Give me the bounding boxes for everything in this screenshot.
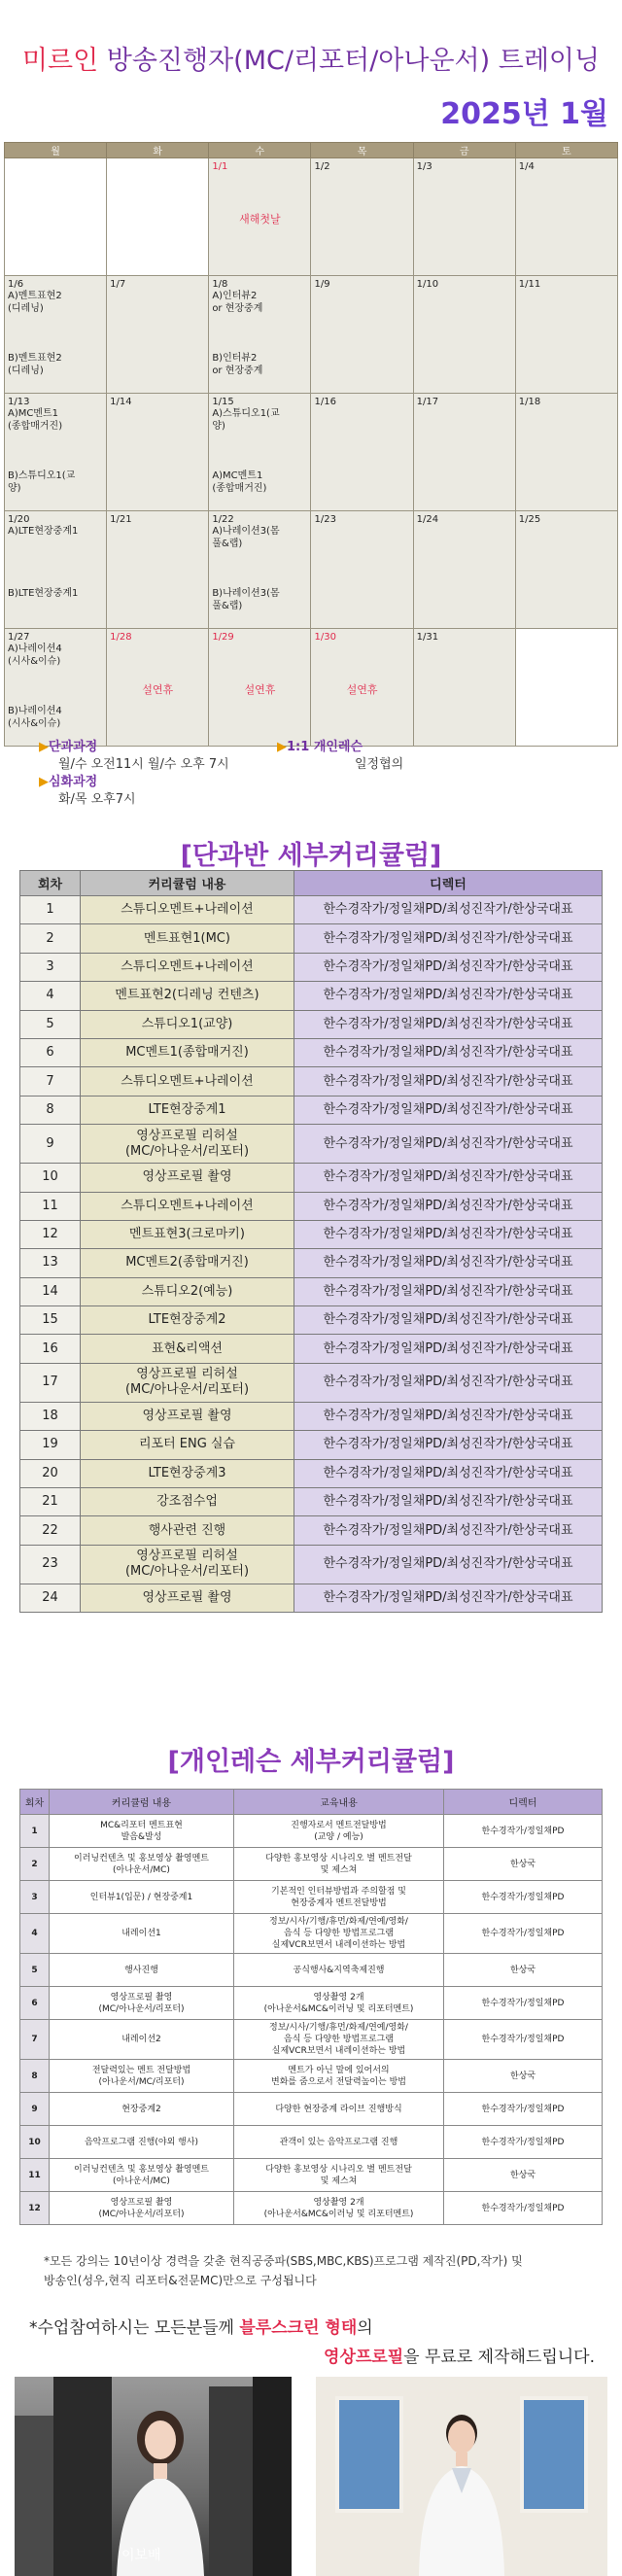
calendar-class-b: B)멘트표현2 — [8, 353, 62, 364]
curriculum-content: LTE현장중계2 — [81, 1306, 294, 1335]
director-list: 한수경작가/정일채PD/최성진작가/한상국대표 — [294, 1125, 603, 1164]
calendar-day-cell — [209, 511, 311, 629]
table-row — [20, 1459, 603, 1487]
calendar-class-a: A)나레이션3(몸 — [212, 526, 280, 537]
weekday-header: 금 — [413, 143, 515, 158]
round-number: 3 — [20, 1881, 50, 1914]
calendar-day-cell — [209, 276, 311, 394]
pt-header-round: 회차 — [20, 1790, 50, 1815]
round-number: 14 — [20, 1277, 81, 1305]
director-list: 한수경작가/정일채PD/최성진작가/한상국대표 — [294, 1516, 603, 1545]
calendar-day-cell — [413, 394, 515, 511]
calendar-day-cell — [515, 511, 617, 629]
calendar-class-a: (시사&이슈) — [8, 656, 61, 667]
round-number: 9 — [20, 2093, 50, 2126]
calendar-class-a: A)스튜디오1(교 — [212, 408, 280, 419]
curriculum-content: 영상프로필 리허설 (MC/아나운서/리포터) — [81, 1125, 294, 1164]
round-number: 10 — [20, 1164, 81, 1192]
curriculum-content: 멘트표현3(크로마키) — [81, 1220, 294, 1248]
calendar-day-cell — [515, 629, 617, 747]
calendar-day-cell — [107, 276, 209, 394]
director-list: 한수경작가/정일채PD/최성진작가/한상국대표 — [294, 1402, 603, 1430]
education-detail: 공식행사&지역축제진행 — [234, 1954, 444, 1987]
calendar-class-a: A)멘트표현2 — [8, 291, 62, 301]
director-list: 한수경작가/정일채PD — [444, 1987, 603, 2020]
round-number: 24 — [20, 1584, 81, 1612]
legend-short-label: 단과과정 — [49, 740, 98, 754]
legend-courses: ▶단과과정 월/수 오전11시 월/수 오후 7시 ▶심화과정 화/목 오후7시 — [39, 740, 229, 807]
calendar-date: 1/22 — [212, 514, 234, 525]
education-detail: 진행자로서 멘트전달방법 (교양 / 예능) — [234, 1815, 444, 1848]
curriculum-content: LTE현장중계3 — [81, 1459, 294, 1487]
curriculum-content: 영상프로필 촬영 — [81, 1584, 294, 1612]
calendar-day-cell — [413, 276, 515, 394]
curriculum-content: 인터뷰1(입문) / 현장중계1 — [50, 1881, 234, 1914]
table-row — [20, 982, 603, 1010]
calendar-day-cell — [5, 629, 107, 747]
calendar-day-cell — [107, 511, 209, 629]
calendar-date: 1/20 — [8, 514, 30, 525]
note-line-1: *모든 강의는 10년이상 경력을 갖춘 현직공중파(SBS,MBC,KBS)프로그램 제작진(PD,작가) 및 — [44, 2254, 523, 2268]
calendar-class-b: 풀&랩) — [212, 601, 243, 611]
calendar-day-cell — [209, 158, 311, 276]
director-list: 한수경작가/정일채PD — [444, 2126, 603, 2159]
weekday-header: 수 — [209, 143, 311, 158]
calendar-class-a: (디레닝) — [8, 303, 44, 314]
curriculum-content: MC&리포터 멘트표현 발음&발성 — [50, 1815, 234, 1848]
calendar-date: 1/3 — [416, 161, 432, 172]
page-title: 방송진행자(MC/리포터/아나운서) 트레이닝 — [106, 46, 601, 76]
table-row — [20, 1096, 603, 1124]
education-detail: 다양한 홍보영상 시나리오 별 멘트전달 및 제스쳐 — [234, 1848, 444, 1881]
round-number: 8 — [20, 1096, 81, 1124]
director-list: 한수경작가/정일채PD/최성진작가/한상국대표 — [294, 1459, 603, 1487]
director-list: 한수경작가/정일채PD — [444, 1914, 603, 1954]
round-number: 16 — [20, 1335, 81, 1363]
calendar-day-cell — [515, 394, 617, 511]
education-detail: 영상촬영 2개 (아나운서&MC&이러닝 및 리포터멘트) — [234, 1987, 444, 2020]
calendar-day-cell — [413, 158, 515, 276]
table-row — [20, 1363, 603, 1402]
education-detail: 다양한 홍보영상 시나리오 별 멘트전달 및 제스쳐 — [234, 2159, 444, 2192]
round-number: 12 — [20, 1220, 81, 1248]
calendar-class-b: (종합매거진) — [212, 483, 267, 494]
table-row — [20, 2060, 603, 2093]
director-list: 한수경작가/정일채PD — [444, 2192, 603, 2225]
month-label: 2025년 1월 — [440, 97, 608, 131]
curriculum-content: 현장중계2 — [50, 2093, 234, 2126]
calendar-class-a: 양) — [212, 421, 225, 432]
calendar-day-cell — [5, 511, 107, 629]
education-detail: 관객이 있는 음악프로그램 진행 — [234, 2126, 444, 2159]
calendar-date: 1/8 — [212, 279, 228, 290]
table-row — [20, 1277, 603, 1305]
round-number: 2 — [20, 1848, 50, 1881]
table-row — [20, 1067, 603, 1096]
curriculum-content: 행사진행 — [50, 1954, 234, 1987]
round-number: 1 — [20, 1815, 50, 1848]
round-number: 17 — [20, 1363, 81, 1402]
education-detail: 다양한 현장중계 라이브 진행방식 — [234, 2093, 444, 2126]
curriculum-content: 내레이션1 — [50, 1914, 234, 1954]
table-row — [20, 1488, 603, 1516]
director-list: 한수경작가/정일채PD/최성진작가/한상국대표 — [294, 1249, 603, 1277]
education-detail: 정보/시사/기행/휴먼/화제/연예/영화/ 음식 등 다양한 방법프로그램 실제VCR보면서 내레이션하는 방법 — [234, 2020, 444, 2060]
table-row — [20, 2020, 603, 2060]
calendar — [4, 142, 618, 747]
calendar-day-cell — [5, 394, 107, 511]
round-number: 20 — [20, 1459, 81, 1487]
curriculum-content: 영상프로필 리허설 (MC/아나운서/리포터) — [81, 1545, 294, 1584]
table-row — [20, 924, 603, 953]
calendar-day-cell — [107, 629, 209, 747]
table-row — [20, 1192, 603, 1220]
curriculum-content: 행사관련 진행 — [81, 1516, 294, 1545]
calendar-class-b: (디레닝) — [8, 366, 44, 376]
table-row — [20, 1584, 603, 1612]
curriculum-content: 전달력있는 멘트 전달방법 (아나운서/MC/리포터) — [50, 2060, 234, 2093]
round-number: 21 — [20, 1488, 81, 1516]
director-list: 한수경작가/정일채PD/최성진작가/한상국대표 — [294, 1545, 603, 1584]
calendar-date: 1/27 — [8, 632, 30, 643]
calendar-date: 1/2 — [314, 161, 330, 172]
director-list: 한수경작가/정일채PD/최성진작가/한상국대표 — [294, 1431, 603, 1459]
calendar-holiday: 새해첫날 — [239, 213, 281, 226]
calendar-date: 1/16 — [314, 397, 336, 407]
table-row — [20, 1545, 603, 1584]
director-list: 한수경작가/정일채PD/최성진작가/한상국대표 — [294, 1096, 603, 1124]
round-number: 22 — [20, 1516, 81, 1545]
round-number: 13 — [20, 1249, 81, 1277]
brand-name: 미르인 — [21, 46, 99, 76]
calendar-day-cell — [5, 158, 107, 276]
calendar-class-b: B)인터뷰2 — [212, 353, 258, 364]
table-row — [20, 2126, 603, 2159]
curriculum-content: 영상프로필 촬영 (MC/아나운서/리포터) — [50, 2192, 234, 2225]
calendar-class-a: 풀&랩) — [212, 539, 243, 549]
private-course-title: [개인레슨 세부커리큘럼] — [167, 1747, 455, 1777]
round-number: 1 — [20, 896, 81, 924]
calendar-class-a: A)나레이션4 — [8, 644, 62, 654]
calendar-class-a: A)MC멘트1 — [8, 408, 59, 419]
table-row — [20, 1954, 603, 1987]
round-number: 7 — [20, 2020, 50, 2060]
director-list: 한수경작가/정일채PD — [444, 1815, 603, 1848]
calendar-date: 1/13 — [8, 397, 30, 407]
curriculum-content: 영상프로필 촬영 (MC/아나운서/리포터) — [50, 1987, 234, 2020]
profile-photo-left — [15, 2377, 292, 2576]
calendar-date: 1/21 — [110, 514, 132, 525]
director-list: 한수경작가/정일채PD — [444, 2020, 603, 2060]
calendar-date: 1/6 — [8, 279, 24, 290]
promo-line-1 — [29, 2314, 373, 2338]
director-list: 한수경작가/정일채PD/최성진작가/한상국대표 — [294, 896, 603, 924]
director-list: 한상국 — [444, 2060, 603, 2093]
round-number: 4 — [20, 982, 81, 1010]
calendar-class-b: or 현장중계 — [212, 366, 263, 376]
calendar-date: 1/17 — [416, 397, 439, 407]
col-header-content: 커리큘럼 내용 — [81, 871, 294, 896]
calendar-day-cell — [5, 276, 107, 394]
calendar-class-b: B)나레이션3(몸 — [212, 588, 280, 599]
round-number: 18 — [20, 1402, 81, 1430]
presenter-name-left: 이보배 — [121, 2548, 161, 2563]
calendar-class-a: or 현장중계 — [212, 303, 263, 314]
round-number: 2 — [20, 924, 81, 953]
calendar-day-cell — [515, 158, 617, 276]
legend-deep-label: 심화과정 — [49, 775, 98, 789]
table-row — [20, 1220, 603, 1248]
table-row — [20, 1306, 603, 1335]
calendar-class-b: B)스튜디오1(교 — [8, 470, 76, 481]
curriculum-content: 스튜디오멘트+나레이션 — [81, 1192, 294, 1220]
round-number: 10 — [20, 2126, 50, 2159]
education-detail: 기본적인 인터뷰방법과 주의할점 및 현장중계자 멘트전달방법 — [234, 1881, 444, 1914]
calendar-date: 1/25 — [518, 514, 541, 525]
director-list: 한수경작가/정일채PD/최성진작가/한상국대표 — [294, 1038, 603, 1066]
curriculum-content: 스튜디오2(예능) — [81, 1277, 294, 1305]
calendar-holiday: 설연휴 — [346, 683, 378, 696]
director-list: 한수경작가/정일채PD/최성진작가/한상국대표 — [294, 1067, 603, 1096]
round-number: 23 — [20, 1545, 81, 1584]
calendar-day-cell — [311, 629, 413, 747]
calendar-date: 1/4 — [518, 161, 535, 172]
curriculum-content: 스튜디오멘트+나레이션 — [81, 1067, 294, 1096]
round-number: 5 — [20, 1010, 81, 1038]
weekday-header: 토 — [515, 143, 617, 158]
col-header-director: 디렉터 — [294, 871, 603, 896]
calendar-date: 1/10 — [416, 279, 439, 290]
calendar-day-cell — [311, 394, 413, 511]
legend-short-time: 월/수 오전11시 월/수 오후 7시 — [58, 757, 229, 772]
calendar-date: 1/1 — [212, 161, 228, 172]
round-number: 9 — [20, 1125, 81, 1164]
calendar-class-a: (종합매거진) — [8, 421, 63, 432]
round-number: 12 — [20, 2192, 50, 2225]
calendar-holiday: 설연휴 — [142, 683, 174, 696]
calendar-date: 1/31 — [416, 632, 439, 643]
curriculum-content: 음악프로그램 진행(야외 행사) — [50, 2126, 234, 2159]
table-row — [20, 1402, 603, 1430]
education-detail: 영상촬영 2개 (아나운서&MC&이러닝 및 리포터멘트) — [234, 2192, 444, 2225]
curriculum-content: LTE현장중계1 — [81, 1096, 294, 1124]
calendar-holiday: 설연휴 — [244, 683, 276, 696]
calendar-day-cell — [413, 629, 515, 747]
calendar-class-b: (시사&이슈) — [8, 718, 61, 729]
calendar-class-a: A)인터뷰2 — [212, 291, 258, 301]
table-row — [20, 1516, 603, 1545]
director-list: 한수경작가/정일채PD/최성진작가/한상국대표 — [294, 1335, 603, 1363]
calendar-date: 1/23 — [314, 514, 336, 525]
calendar-date: 1/28 — [110, 632, 132, 643]
round-number: 11 — [20, 2159, 50, 2192]
calendar-date: 1/30 — [314, 632, 336, 643]
pt-header-detail: 교육내용 — [234, 1790, 444, 1815]
legend-deep-time: 화/목 오후7시 — [58, 792, 136, 807]
pt-header-director: 디렉터 — [444, 1790, 603, 1815]
table-row — [20, 1815, 603, 1848]
table-row — [20, 1164, 603, 1192]
curriculum-content: MC멘트2(종합매거진) — [81, 1249, 294, 1277]
curriculum-content: 리포터 ENG 실습 — [81, 1431, 294, 1459]
curriculum-content: 영상프로필 리허설 (MC/아나운서/리포터) — [81, 1363, 294, 1402]
page-header — [0, 39, 622, 78]
table-row — [20, 2093, 603, 2126]
table-row — [20, 1038, 603, 1066]
director-list: 한수경작가/정일채PD/최성진작가/한상국대표 — [294, 1192, 603, 1220]
calendar-date: 1/29 — [212, 632, 234, 643]
calendar-day-cell — [209, 629, 311, 747]
promo-suffix: 을 무료로 제작해드립니다. — [403, 2348, 595, 2367]
education-detail: 멘트가 아닌 말에 있어서의 변화를 줌으로서 전달력높이는 방법 — [234, 2060, 444, 2093]
table-row — [20, 1249, 603, 1277]
curriculum-content: 스튜디오멘트+나레이션 — [81, 896, 294, 924]
profile-photo-right — [316, 2377, 607, 2576]
private-course-table — [19, 1789, 603, 2225]
curriculum-content: 표현&리액션 — [81, 1335, 294, 1363]
director-list: 한수경작가/정일채PD/최성진작가/한상국대표 — [294, 1220, 603, 1248]
short-course-title: [단과반 세부커리큘럼] — [180, 841, 442, 871]
promo-mid: 의 — [357, 2318, 373, 2338]
director-list: 한수경작가/정일채PD/최성진작가/한상국대표 — [294, 1488, 603, 1516]
calendar-date: 1/9 — [314, 279, 330, 290]
director-list: 한수경작가/정일채PD/최성진작가/한상국대표 — [294, 924, 603, 953]
promo-highlight-profile: 영상프로필 — [324, 2348, 404, 2367]
legend-private: ▶1:1 개인레슨 일정협의 — [277, 740, 404, 772]
table-row — [20, 1125, 603, 1164]
calendar-class-b: 양) — [8, 483, 21, 494]
table-row — [20, 953, 603, 981]
short-course-table — [19, 870, 603, 1613]
legend-private-time: 일정협의 — [355, 757, 404, 772]
round-number: 6 — [20, 1987, 50, 2020]
calendar-class-b: B)나레이션4 — [8, 706, 62, 716]
round-number: 11 — [20, 1192, 81, 1220]
calendar-day-cell — [515, 276, 617, 394]
table-row — [20, 1881, 603, 1914]
round-number: 5 — [20, 1954, 50, 1987]
director-list: 한수경작가/정일채PD/최성진작가/한상국대표 — [294, 1584, 603, 1612]
legend-private-label: 1:1 개인레슨 — [287, 740, 363, 754]
calendar-date: 1/11 — [518, 279, 541, 290]
curriculum-content: 영상프로필 촬영 — [81, 1164, 294, 1192]
calendar-day-cell — [107, 158, 209, 276]
presenter-figure-male — [413, 2406, 510, 2576]
calendar-day-cell — [413, 511, 515, 629]
round-number: 8 — [20, 2060, 50, 2093]
curriculum-content: 스튜디오멘트+나레이션 — [81, 953, 294, 981]
calendar-day-cell — [311, 276, 413, 394]
round-number: 15 — [20, 1306, 81, 1335]
promo-highlight-bluescreen: 블루스크린 형태 — [239, 2318, 358, 2338]
director-list: 한수경작가/정일채PD/최성진작가/한상국대표 — [294, 1277, 603, 1305]
calendar-day-cell — [311, 511, 413, 629]
calendar-date: 1/14 — [110, 397, 132, 407]
note-line-2: 방송인(성우,현직 리포터&전문MC)만으로 구성됩니다 — [44, 2274, 317, 2287]
calendar-day-cell — [107, 394, 209, 511]
director-list: 한수경작가/정일채PD — [444, 1881, 603, 1914]
curriculum-content: 멘트표현1(MC) — [81, 924, 294, 953]
director-list: 한상국 — [444, 1848, 603, 1881]
table-row — [20, 1987, 603, 2020]
calendar-day-cell — [311, 158, 413, 276]
table-row — [20, 1335, 603, 1363]
curriculum-content: MC멘트1(종합매거진) — [81, 1038, 294, 1066]
round-number: 19 — [20, 1431, 81, 1459]
promo-prefix: *수업참여하시는 모든분들께 — [29, 2318, 240, 2338]
table-row — [20, 2192, 603, 2225]
table-row — [20, 896, 603, 924]
director-list: 한수경작가/정일채PD/최성진작가/한상국대표 — [294, 1010, 603, 1038]
weekday-header: 목 — [311, 143, 413, 158]
curriculum-content: 강조점수업 — [81, 1488, 294, 1516]
director-list: 한수경작가/정일채PD — [444, 2093, 603, 2126]
round-number: 7 — [20, 1067, 81, 1096]
director-list: 한수경작가/정일채PD/최성진작가/한상국대표 — [294, 1363, 603, 1402]
table-row — [20, 1431, 603, 1459]
calendar-class-a: A)LTE현장중계1 — [8, 526, 79, 537]
round-number: 4 — [20, 1914, 50, 1954]
calendar-date: 1/24 — [416, 514, 439, 525]
curriculum-content: 내레이션2 — [50, 2020, 234, 2060]
round-number: 3 — [20, 953, 81, 981]
calendar-day-cell — [209, 394, 311, 511]
director-list: 한수경작가/정일채PD/최성진작가/한상국대표 — [294, 953, 603, 981]
calendar-date: 1/7 — [110, 279, 126, 290]
curriculum-content: 이러닝컨텐츠 및 홍보영상 촬영멘트 (아나운서/MC) — [50, 2159, 234, 2192]
promo-line-2 — [324, 2343, 595, 2367]
table-row — [20, 2159, 603, 2192]
curriculum-content: 스튜디오1(교양) — [81, 1010, 294, 1038]
weekday-header: 월 — [5, 143, 107, 158]
col-header-round: 회차 — [20, 871, 81, 896]
curriculum-content: 이러닝컨텐츠 및 홍보영상 촬영멘트 (아나운서/MC) — [50, 1848, 234, 1881]
director-list: 한상국 — [444, 1954, 603, 1987]
table-row — [20, 1848, 603, 1881]
weekday-header: 화 — [107, 143, 209, 158]
table-row — [20, 1010, 603, 1038]
education-detail: 정보/시사/기행/휴먼/화제/연예/영화/ 음식 등 다양한 방법프로그램 실제VCR보면서 내레이션하는 방법 — [234, 1914, 444, 1954]
pt-header-content: 커리큘럼 내용 — [50, 1790, 234, 1815]
table-row — [20, 1914, 603, 1954]
round-number: 6 — [20, 1038, 81, 1066]
calendar-class-b: A)MC멘트1 — [212, 470, 263, 481]
calendar-class-b: B)LTE현장중계1 — [8, 588, 79, 599]
director-list: 한상국 — [444, 2159, 603, 2192]
instructor-note — [44, 2251, 588, 2290]
director-list: 한수경작가/정일채PD/최성진작가/한상국대표 — [294, 982, 603, 1010]
calendar-date: 1/18 — [518, 397, 541, 407]
curriculum-content: 멘트표현2(디레닝 컨텐츠) — [81, 982, 294, 1010]
calendar-date: 1/15 — [212, 397, 234, 407]
director-list: 한수경작가/정일채PD/최성진작가/한상국대표 — [294, 1306, 603, 1335]
curriculum-content: 영상프로필 촬영 — [81, 1402, 294, 1430]
director-list: 한수경작가/정일채PD/최성진작가/한상국대표 — [294, 1164, 603, 1192]
